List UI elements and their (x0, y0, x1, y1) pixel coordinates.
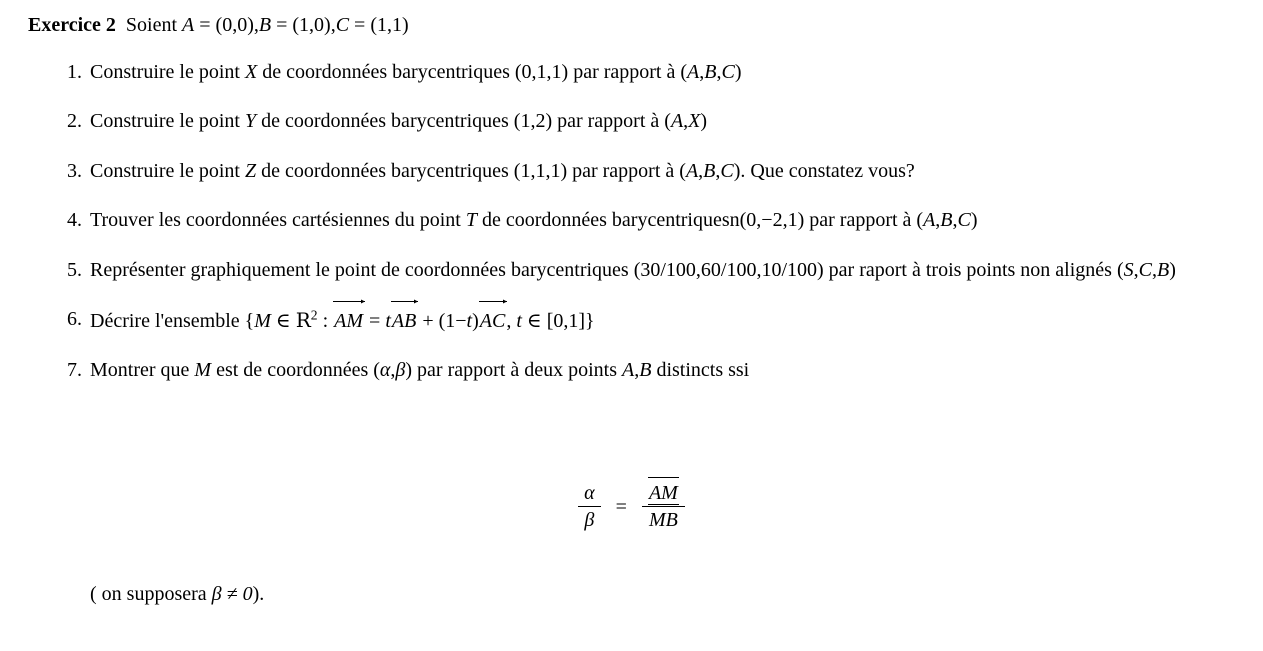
question-list (52, 58, 1192, 405)
question-text (90, 209, 978, 231)
math-italic: C (721, 61, 735, 83)
math-italic: α (379, 359, 391, 381)
text-run: de coordonnées barycentriques (1,2) par rapport à ( (256, 110, 671, 133)
text-run: ∈ (270, 309, 296, 332)
math-italic: B (1156, 258, 1170, 281)
exercise-title: Exercice 2 (28, 14, 116, 36)
text-run: , (698, 159, 704, 182)
vector-symbol: AB (391, 307, 417, 335)
question-text (90, 306, 595, 332)
text-run: , (390, 359, 396, 381)
text-run: ) (700, 110, 708, 133)
math-italic: B (704, 61, 717, 83)
blackboard-r: R (295, 307, 311, 332)
question-text (90, 259, 1176, 281)
math-italic: X (244, 61, 258, 83)
math-italic: A (670, 110, 684, 133)
math-italic: A (685, 159, 699, 182)
question-text (90, 359, 749, 381)
question-text (90, 61, 741, 83)
math-italic: t (385, 309, 391, 332)
text-run: Représenter graphiquement le point de coordonnées barycentriques (30/100,60/100,10/100) par raport à trois points non alignés ( (90, 258, 1124, 281)
question-number: 1. (67, 61, 82, 83)
text-run: = (364, 309, 386, 332)
question-item (52, 206, 1192, 234)
math-italic: A (923, 209, 936, 232)
question-number: 5. (67, 258, 82, 281)
point-b-symbol: B (258, 14, 272, 36)
math-italic: β (395, 359, 406, 381)
question-number: 2. (67, 110, 82, 133)
text-run: , (683, 110, 689, 133)
text-run: ) (1169, 258, 1176, 281)
text-run: , (716, 61, 722, 83)
math-italic: Y (244, 110, 257, 133)
text-run: ) par rapport à deux points (405, 359, 622, 381)
text-run: , (634, 359, 640, 381)
math-italic: t (516, 309, 522, 332)
math-italic: C (1138, 258, 1152, 281)
text-run: , (699, 61, 705, 83)
text-run: de coordonnées barycentriques (0,1,1) par rapport à ( (257, 61, 688, 83)
beta-condition: β ≠ 0 (211, 583, 253, 605)
text-run: Construire le point (90, 110, 245, 133)
text-run: ) (970, 209, 978, 232)
question-number: 3. (67, 159, 82, 182)
text-run: ). Que constatez vous? (733, 159, 915, 182)
text-run: est de coordonnées ( (211, 359, 380, 381)
text-run: de coordonnées barycentriquesn(0,−2,1) par rapport à ( (476, 209, 924, 232)
fraction-left-numerator: α (578, 482, 601, 507)
exercise-header (28, 12, 409, 39)
fraction-left-denominator: β (584, 509, 595, 531)
question-text (90, 110, 707, 132)
text-run: Décrire l'ensemble { (90, 309, 255, 332)
question-item (52, 356, 1192, 384)
vector-symbol: AM (333, 307, 364, 335)
footnote: ( on supposera β ≠ 0). (90, 583, 265, 605)
question-number: 6. (67, 307, 82, 330)
text-run: : (317, 309, 334, 332)
text-run: Montrer que (90, 359, 195, 381)
text-run: ) (472, 309, 479, 332)
text-run: Construire le point (90, 159, 245, 182)
question-item (52, 58, 1192, 86)
point-c-symbol: C (335, 14, 350, 36)
math-italic: X (688, 110, 701, 133)
vector-symbol: AC (479, 307, 507, 335)
text-run: , (1151, 258, 1157, 281)
math-italic: S (1123, 258, 1134, 281)
text-run: ) (734, 61, 742, 83)
question-number: 7. (67, 359, 82, 381)
formula-display (0, 482, 1263, 532)
question-text (90, 160, 915, 182)
math-italic: t (466, 309, 473, 332)
question-item (52, 157, 1192, 185)
text-run: , (1133, 258, 1139, 281)
point-a-symbol: A (182, 14, 195, 36)
math-italic: M (194, 359, 212, 381)
exercise-statement: Soient A = (0,0),B = (1,0),C = (1,1) (125, 14, 409, 36)
text-run: Construire le point (90, 61, 245, 83)
math-italic: A (622, 359, 635, 381)
text-run: Trouver les coordonnées cartésiennes du point (90, 209, 466, 232)
text-run: , (506, 309, 517, 332)
math-italic: B (940, 209, 953, 232)
fraction-left (578, 482, 601, 532)
question-item (52, 305, 1192, 335)
question-item (52, 256, 1192, 284)
math-italic: B (703, 159, 716, 182)
equals-sign: = (615, 495, 627, 518)
math-italic: B (639, 359, 652, 381)
text-run: distincts ssi (651, 359, 750, 381)
fraction-right-numerator: AM (642, 482, 685, 507)
text-run: ∈ [0,1]} (521, 309, 595, 332)
question-item (52, 107, 1192, 135)
exponent: 2 (310, 306, 318, 322)
question-number: 4. (67, 209, 82, 232)
math-italic: Z (244, 159, 257, 182)
math-italic: T (465, 209, 477, 232)
fraction-right-denominator: MB (648, 509, 678, 531)
math-italic: C (720, 159, 734, 182)
text-run: + (1− (417, 309, 467, 332)
text-run: , (952, 209, 958, 232)
math-italic: M (254, 309, 271, 332)
text-run: de coordonnées barycentriques (1,1,1) par rapport à ( (256, 159, 686, 182)
math-italic: A (687, 61, 700, 83)
fraction-right (642, 482, 685, 532)
text-run: , (715, 159, 721, 182)
math-italic: C (957, 209, 971, 232)
text-run: , (935, 209, 941, 232)
